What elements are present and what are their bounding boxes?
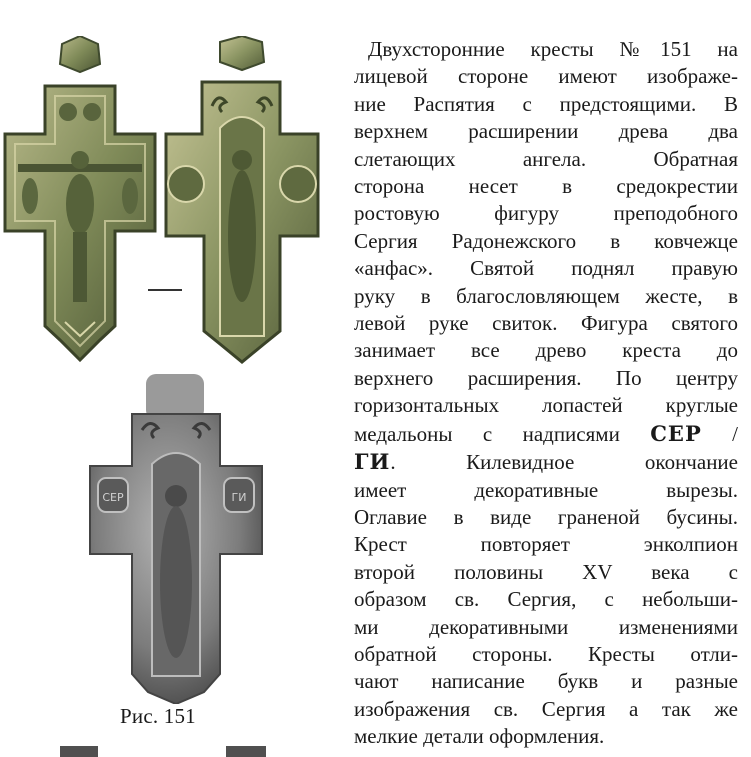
text-line: обратной стороны. Кресты отли- — [354, 641, 738, 666]
old-slavonic-word: СЕР — [650, 420, 702, 446]
text-line: руку в благословляющем жесте, в — [354, 283, 738, 308]
text-line: Крест повторяет энколпион — [354, 532, 738, 557]
text-line: занимает все древо креста до — [354, 338, 738, 363]
text-line: лицевой стороне имеют изображе- — [354, 64, 738, 89]
text-line: Сергия Радонежского в ковчежце — [354, 228, 738, 253]
medallion-right-text: ГИ — [231, 491, 247, 504]
text-line: «анфас». Святой поднял правую — [354, 256, 738, 281]
text-line: изображения св. Сергия а так же — [354, 696, 738, 721]
text-line: образом св. Сергия, с небольши- — [354, 587, 738, 612]
next-figure-partial — [60, 742, 270, 757]
medallion-left-text: СЕР — [102, 491, 124, 504]
text-line: левой руке свиток. Фигура святого — [354, 311, 738, 336]
text-line: Оглавие в виде граненой бусины. — [354, 504, 738, 529]
text-line: верхнего расширения. По центру — [354, 365, 738, 390]
cross-back-image — [162, 36, 322, 364]
text-line-medallions — [354, 420, 738, 448]
text-fragment: медальоны с надписями — [354, 421, 651, 446]
text-line: мелкие детали оформления. — [354, 724, 605, 749]
cross-front-image — [0, 36, 160, 364]
text-fragment: . Килевидное окончание — [390, 450, 738, 475]
text-line: ростовую фигуру преподобного — [354, 201, 738, 226]
text-line: имеет декоративные вырезы. — [354, 477, 738, 502]
text-line-keel — [354, 448, 738, 476]
text-line: верхнем расширении древа два — [354, 119, 738, 144]
text-line: сторона несет в средокрестии — [354, 174, 738, 199]
figure-area — [0, 0, 345, 757]
text-fragment: / — [701, 421, 738, 446]
text-line: второй половины XV века с — [354, 559, 738, 584]
text-line: ние Распятия с предстоящими. В — [354, 91, 738, 116]
old-slavonic-word: ГИ — [354, 449, 391, 475]
article-text — [354, 36, 738, 751]
text-line: ми декоративными изменениями — [354, 614, 738, 639]
text-line: горизонтальных лопастей круглые — [354, 393, 738, 418]
text-line: чают написание букв и разные — [354, 669, 738, 694]
figure-caption: Рис. 151 — [120, 704, 196, 728]
cross-photo-image — [86, 374, 266, 704]
text-line: Двухсторонние кресты №151 на — [368, 37, 738, 61]
text-line: слетающих ангела. Обратная — [354, 146, 738, 171]
